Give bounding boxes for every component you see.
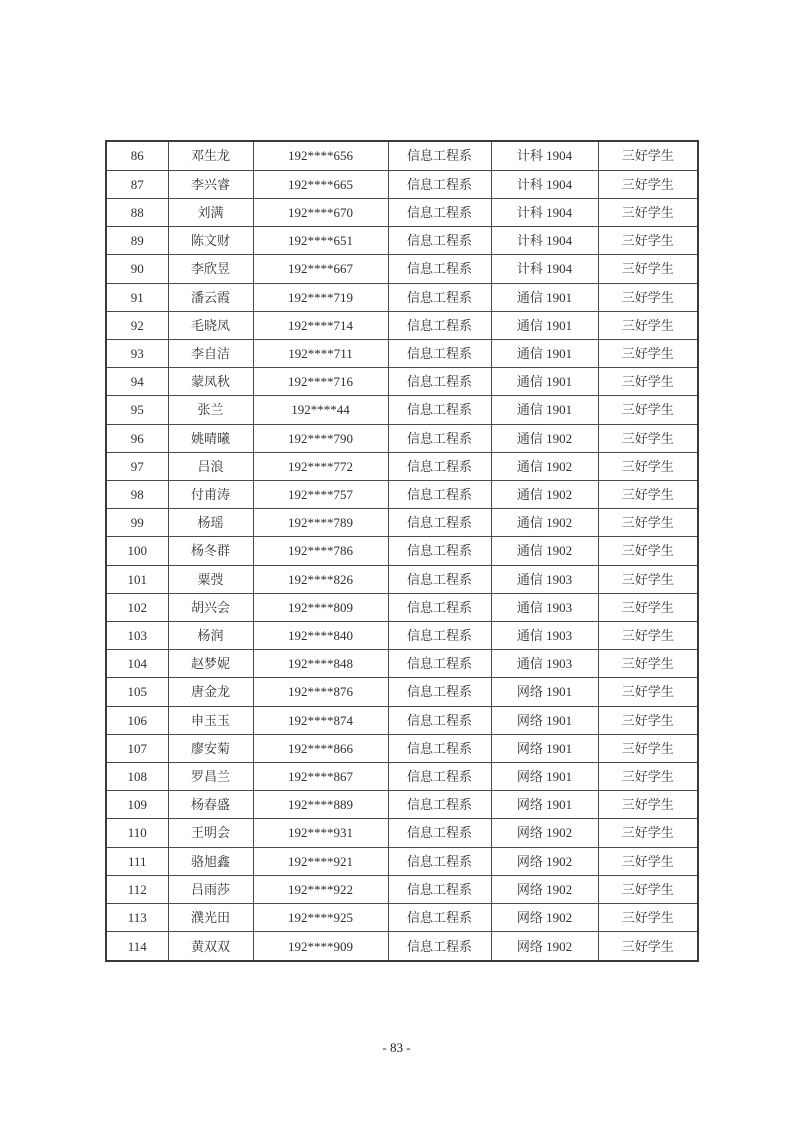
- cell-index: 104: [106, 650, 168, 678]
- cell-index: 89: [106, 227, 168, 255]
- cell-award: 三好学生: [598, 480, 698, 508]
- page-footer: [0, 1040, 793, 1056]
- cell-index: 92: [106, 311, 168, 339]
- cell-name: 邓生龙: [168, 141, 253, 170]
- cell-index: 95: [106, 396, 168, 424]
- cell-department: 信息工程系: [388, 170, 491, 198]
- cell-award: 三好学生: [598, 509, 698, 537]
- cell-name: 申玉玉: [168, 706, 253, 734]
- cell-award: 三好学生: [598, 141, 698, 170]
- cell-department: 信息工程系: [388, 311, 491, 339]
- cell-student_id: 192****665: [253, 170, 388, 198]
- cell-award: 三好学生: [598, 847, 698, 875]
- table-row: [106, 847, 698, 875]
- cell-department: 信息工程系: [388, 424, 491, 452]
- cell-class: 网络 1902: [491, 819, 598, 847]
- cell-name: 骆旭鑫: [168, 847, 253, 875]
- award-table: [105, 140, 699, 962]
- cell-student_id: 192****826: [253, 565, 388, 593]
- cell-index: 94: [106, 368, 168, 396]
- cell-class: 网络 1902: [491, 903, 598, 931]
- cell-index: 102: [106, 593, 168, 621]
- cell-index: 91: [106, 283, 168, 311]
- cell-department: 信息工程系: [388, 452, 491, 480]
- cell-award: 三好学生: [598, 621, 698, 649]
- table-row: [106, 706, 698, 734]
- cell-student_id: 192****757: [253, 480, 388, 508]
- cell-student_id: 192****922: [253, 875, 388, 903]
- table-row: [106, 396, 698, 424]
- table-row: [106, 678, 698, 706]
- cell-class: 计科 1904: [491, 255, 598, 283]
- cell-department: 信息工程系: [388, 368, 491, 396]
- cell-award: 三好学生: [598, 932, 698, 961]
- cell-index: 96: [106, 424, 168, 452]
- cell-class: 通信 1903: [491, 650, 598, 678]
- cell-class: 计科 1904: [491, 141, 598, 170]
- cell-name: 李欣昱: [168, 255, 253, 283]
- cell-class: 网络 1901: [491, 706, 598, 734]
- cell-name: 杨瑶: [168, 509, 253, 537]
- cell-student_id: 192****866: [253, 734, 388, 762]
- cell-department: 信息工程系: [388, 678, 491, 706]
- cell-index: 97: [106, 452, 168, 480]
- cell-award: 三好学生: [598, 170, 698, 198]
- cell-class: 网络 1902: [491, 847, 598, 875]
- award-table-body: [106, 141, 698, 961]
- cell-name: 王明会: [168, 819, 253, 847]
- cell-award: 三好学生: [598, 368, 698, 396]
- cell-student_id: 192****719: [253, 283, 388, 311]
- cell-student_id: 192****711: [253, 339, 388, 367]
- cell-class: 网络 1901: [491, 678, 598, 706]
- cell-award: 三好学生: [598, 678, 698, 706]
- cell-award: 三好学生: [598, 255, 698, 283]
- cell-name: 张兰: [168, 396, 253, 424]
- cell-name: 濮光田: [168, 903, 253, 931]
- cell-name: 姚晴曦: [168, 424, 253, 452]
- cell-award: 三好学生: [598, 424, 698, 452]
- cell-department: 信息工程系: [388, 227, 491, 255]
- cell-name: 赵梦妮: [168, 650, 253, 678]
- cell-class: 通信 1903: [491, 565, 598, 593]
- cell-student_id: 192****889: [253, 791, 388, 819]
- cell-award: 三好学生: [598, 593, 698, 621]
- cell-class: 通信 1902: [491, 452, 598, 480]
- cell-index: 87: [106, 170, 168, 198]
- table-row: [106, 311, 698, 339]
- cell-student_id: 192****667: [253, 255, 388, 283]
- cell-department: 信息工程系: [388, 396, 491, 424]
- cell-index: 93: [106, 339, 168, 367]
- cell-student_id: 192****840: [253, 621, 388, 649]
- cell-student_id: 192****44: [253, 396, 388, 424]
- cell-name: 吕浪: [168, 452, 253, 480]
- cell-award: 三好学生: [598, 650, 698, 678]
- cell-class: 通信 1902: [491, 537, 598, 565]
- cell-student_id: 192****848: [253, 650, 388, 678]
- cell-class: 通信 1901: [491, 396, 598, 424]
- table-row: [106, 621, 698, 649]
- cell-department: 信息工程系: [388, 537, 491, 565]
- cell-student_id: 192****921: [253, 847, 388, 875]
- cell-department: 信息工程系: [388, 565, 491, 593]
- cell-department: 信息工程系: [388, 903, 491, 931]
- cell-department: 信息工程系: [388, 198, 491, 226]
- cell-award: 三好学生: [598, 706, 698, 734]
- cell-name: 陈文财: [168, 227, 253, 255]
- cell-class: 网络 1901: [491, 734, 598, 762]
- cell-student_id: 192****790: [253, 424, 388, 452]
- cell-class: 网络 1902: [491, 932, 598, 961]
- cell-department: 信息工程系: [388, 847, 491, 875]
- table-row: [106, 424, 698, 452]
- cell-class: 通信 1901: [491, 283, 598, 311]
- cell-class: 网络 1902: [491, 875, 598, 903]
- cell-class: 通信 1903: [491, 593, 598, 621]
- cell-index: 113: [106, 903, 168, 931]
- cell-award: 三好学生: [598, 311, 698, 339]
- table-row: [106, 537, 698, 565]
- cell-class: 网络 1901: [491, 762, 598, 790]
- cell-student_id: 192****772: [253, 452, 388, 480]
- cell-award: 三好学生: [598, 452, 698, 480]
- cell-department: 信息工程系: [388, 283, 491, 311]
- cell-student_id: 192****931: [253, 819, 388, 847]
- cell-award: 三好学生: [598, 339, 698, 367]
- cell-name: 李兴睿: [168, 170, 253, 198]
- table-row: [106, 875, 698, 903]
- cell-index: 106: [106, 706, 168, 734]
- cell-class: 通信 1902: [491, 480, 598, 508]
- cell-index: 100: [106, 537, 168, 565]
- table-row: [106, 762, 698, 790]
- cell-department: 信息工程系: [388, 621, 491, 649]
- cell-award: 三好学生: [598, 875, 698, 903]
- table-row: [106, 565, 698, 593]
- cell-department: 信息工程系: [388, 706, 491, 734]
- table-row: [106, 650, 698, 678]
- table-row: [106, 283, 698, 311]
- table-row: [106, 593, 698, 621]
- table-row: [106, 141, 698, 170]
- table-row: [106, 734, 698, 762]
- cell-index: 88: [106, 198, 168, 226]
- cell-award: 三好学生: [598, 819, 698, 847]
- cell-student_id: 192****651: [253, 227, 388, 255]
- cell-student_id: 192****670: [253, 198, 388, 226]
- cell-award: 三好学生: [598, 903, 698, 931]
- cell-class: 通信 1901: [491, 368, 598, 396]
- cell-class: 通信 1903: [491, 621, 598, 649]
- cell-student_id: 192****909: [253, 932, 388, 961]
- table-row: [106, 227, 698, 255]
- cell-name: 杨润: [168, 621, 253, 649]
- cell-student_id: 192****925: [253, 903, 388, 931]
- cell-index: 112: [106, 875, 168, 903]
- cell-class: 通信 1901: [491, 311, 598, 339]
- cell-student_id: 192****876: [253, 678, 388, 706]
- cell-index: 101: [106, 565, 168, 593]
- cell-index: 110: [106, 819, 168, 847]
- cell-student_id: 192****786: [253, 537, 388, 565]
- cell-student_id: 192****874: [253, 706, 388, 734]
- cell-class: 通信 1901: [491, 339, 598, 367]
- cell-department: 信息工程系: [388, 734, 491, 762]
- cell-index: 109: [106, 791, 168, 819]
- cell-award: 三好学生: [598, 734, 698, 762]
- cell-name: 付甫涛: [168, 480, 253, 508]
- cell-index: 108: [106, 762, 168, 790]
- cell-award: 三好学生: [598, 227, 698, 255]
- cell-department: 信息工程系: [388, 480, 491, 508]
- cell-name: 杨春盛: [168, 791, 253, 819]
- cell-student_id: 192****789: [253, 509, 388, 537]
- cell-department: 信息工程系: [388, 255, 491, 283]
- cell-department: 信息工程系: [388, 932, 491, 961]
- cell-class: 网络 1901: [491, 791, 598, 819]
- cell-department: 信息工程系: [388, 875, 491, 903]
- cell-class: 计科 1904: [491, 227, 598, 255]
- cell-name: 胡兴会: [168, 593, 253, 621]
- table-row: [106, 198, 698, 226]
- cell-department: 信息工程系: [388, 791, 491, 819]
- table-row: [106, 819, 698, 847]
- cell-department: 信息工程系: [388, 593, 491, 621]
- cell-award: 三好学生: [598, 791, 698, 819]
- cell-index: 105: [106, 678, 168, 706]
- cell-award: 三好学生: [598, 198, 698, 226]
- cell-index: 114: [106, 932, 168, 961]
- cell-name: 黄双双: [168, 932, 253, 961]
- table-row: [106, 932, 698, 961]
- cell-name: 杨冬群: [168, 537, 253, 565]
- page-number: - 83 -: [382, 1040, 411, 1055]
- table-row: [106, 452, 698, 480]
- cell-department: 信息工程系: [388, 509, 491, 537]
- table-row: [106, 903, 698, 931]
- cell-department: 信息工程系: [388, 819, 491, 847]
- table-row: [106, 509, 698, 537]
- cell-name: 潘云霞: [168, 283, 253, 311]
- cell-name: 蒙凤秋: [168, 368, 253, 396]
- cell-student_id: 192****714: [253, 311, 388, 339]
- cell-name: 毛晓凤: [168, 311, 253, 339]
- table-row: [106, 339, 698, 367]
- cell-class: 计科 1904: [491, 198, 598, 226]
- cell-class: 通信 1902: [491, 424, 598, 452]
- cell-index: 86: [106, 141, 168, 170]
- cell-index: 98: [106, 480, 168, 508]
- cell-index: 111: [106, 847, 168, 875]
- cell-student_id: 192****716: [253, 368, 388, 396]
- cell-award: 三好学生: [598, 565, 698, 593]
- cell-index: 107: [106, 734, 168, 762]
- cell-department: 信息工程系: [388, 650, 491, 678]
- cell-name: 廖安菊: [168, 734, 253, 762]
- cell-department: 信息工程系: [388, 762, 491, 790]
- cell-student_id: 192****809: [253, 593, 388, 621]
- cell-award: 三好学生: [598, 762, 698, 790]
- cell-name: 粟弢: [168, 565, 253, 593]
- table-row: [106, 480, 698, 508]
- cell-student_id: 192****656: [253, 141, 388, 170]
- cell-name: 罗昌兰: [168, 762, 253, 790]
- cell-name: 李自洁: [168, 339, 253, 367]
- cell-student_id: 192****867: [253, 762, 388, 790]
- cell-index: 99: [106, 509, 168, 537]
- cell-name: 吕雨莎: [168, 875, 253, 903]
- table-row: [106, 368, 698, 396]
- cell-department: 信息工程系: [388, 141, 491, 170]
- table-row: [106, 170, 698, 198]
- cell-award: 三好学生: [598, 537, 698, 565]
- cell-department: 信息工程系: [388, 339, 491, 367]
- cell-index: 90: [106, 255, 168, 283]
- cell-name: 刘满: [168, 198, 253, 226]
- cell-class: 计科 1904: [491, 170, 598, 198]
- cell-award: 三好学生: [598, 396, 698, 424]
- cell-class: 通信 1902: [491, 509, 598, 537]
- cell-award: 三好学生: [598, 283, 698, 311]
- table-row: [106, 791, 698, 819]
- table-row: [106, 255, 698, 283]
- cell-name: 唐金龙: [168, 678, 253, 706]
- cell-index: 103: [106, 621, 168, 649]
